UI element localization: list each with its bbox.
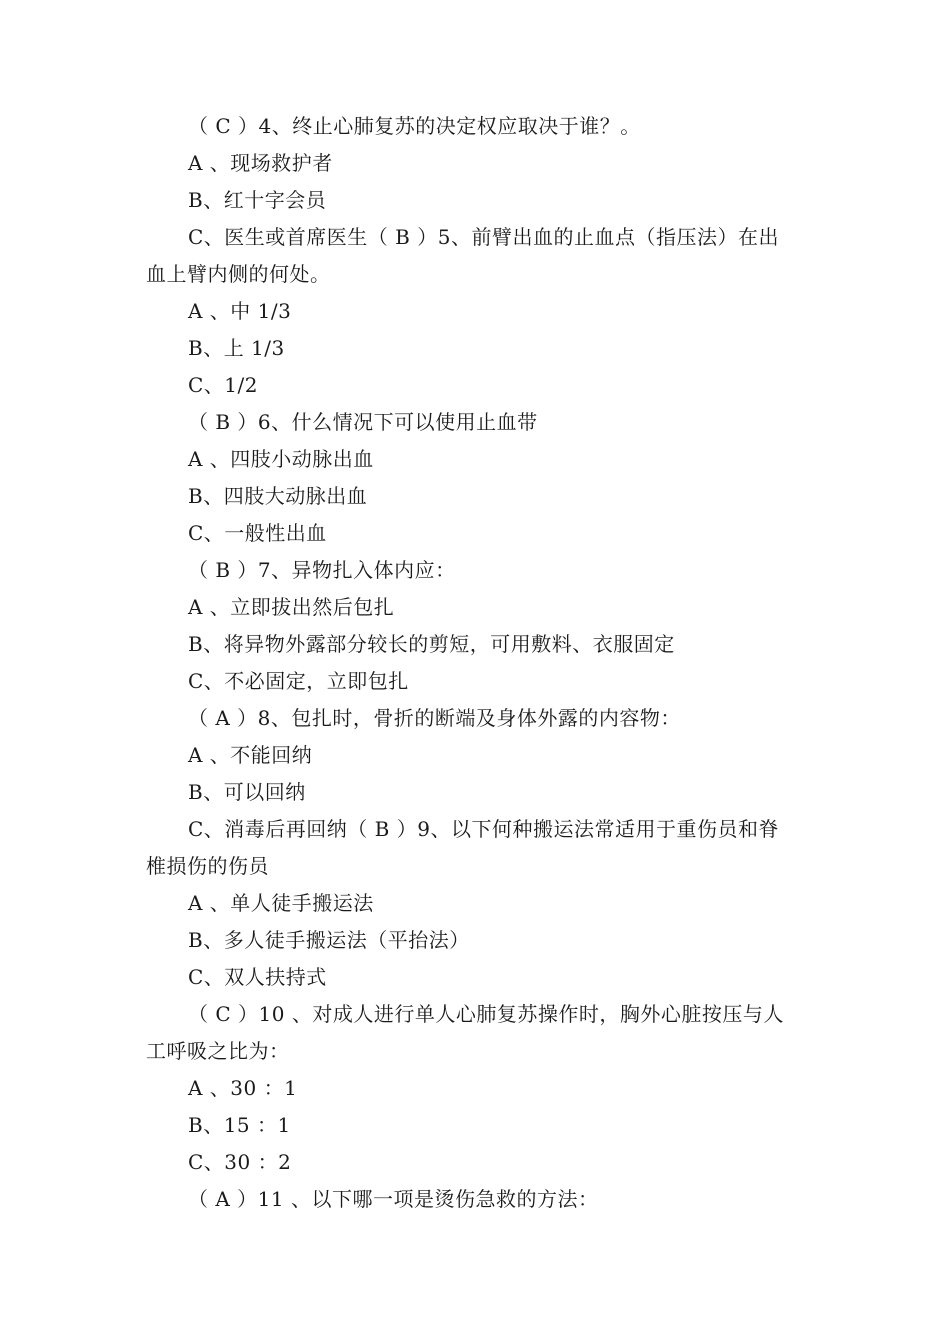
question-7: （ B ）7、异物扎入体内应： (188, 558, 456, 582)
q9-option-b: B、多人徒手搬运法（平抬法） (188, 928, 470, 952)
q6-option-a: A 、四肢小动脉出血 (188, 447, 374, 471)
q5-option-c: C、1/2 (188, 373, 258, 397)
q8-option-b: B、可以回纳 (188, 780, 306, 804)
q4-option-b: B、红十字会员 (188, 188, 327, 212)
question-10: （ C ）10 、对成人进行单人心肺复苏操作时，胸外心脏按压与人 (188, 1002, 784, 1026)
question-9-continued: 椎损伤的伤员 (146, 854, 269, 878)
document-body (146, 108, 810, 1218)
q5-option-b: B、上 1/3 (188, 336, 285, 360)
q6-option-c: C、一般性出血 (188, 521, 327, 545)
q7-option-c: C、不必固定，立即包扎 (188, 669, 409, 693)
q9-option-c: C、双人扶持式 (188, 965, 327, 989)
q10-option-b: B、15 ：1 (188, 1113, 291, 1137)
question-4: （ C ）4、终止心肺复苏的决定权应取决于谁？。 (188, 114, 641, 138)
q10-option-a: A 、30 ：1 (188, 1076, 298, 1100)
q7-option-b: B、将异物外露部分较长的剪短，可用敷料、衣服固定 (188, 632, 675, 656)
q6-option-b: B、四肢大动脉出血 (188, 484, 368, 508)
q10-option-c: C、30 ：2 (188, 1150, 292, 1174)
question-6: （ B ）6、什么情况下可以使用止血带 (188, 410, 538, 434)
q7-option-a: A 、立即拔出然后包扎 (188, 595, 395, 619)
q8-option-c-question-9: C、消毒后再回纳（ B ）9、以下何种搬运法常适用于重伤员和脊 (188, 817, 779, 841)
question-8: （ A ）8、包扎时，骨折的断端及身体外露的内容物： (188, 706, 681, 730)
q9-option-a: A 、单人徒手搬运法 (188, 891, 374, 915)
q5-option-a: A 、中 1/3 (188, 299, 292, 323)
q4-option-c-question-5: C、医生或首席医生（ B ）5、前臂出血的止血点（指压法）在出 (188, 225, 779, 249)
question-5-continued: 血上臂内侧的何处。 (146, 262, 331, 286)
question-11: （ A ）11 、以下哪一项是烫伤急救的方法： (188, 1187, 599, 1211)
q4-option-a: A 、现场救护者 (188, 151, 333, 175)
q8-option-a: A 、不能回纳 (188, 743, 313, 767)
question-10-continued: 工呼吸之比为： (146, 1039, 290, 1063)
